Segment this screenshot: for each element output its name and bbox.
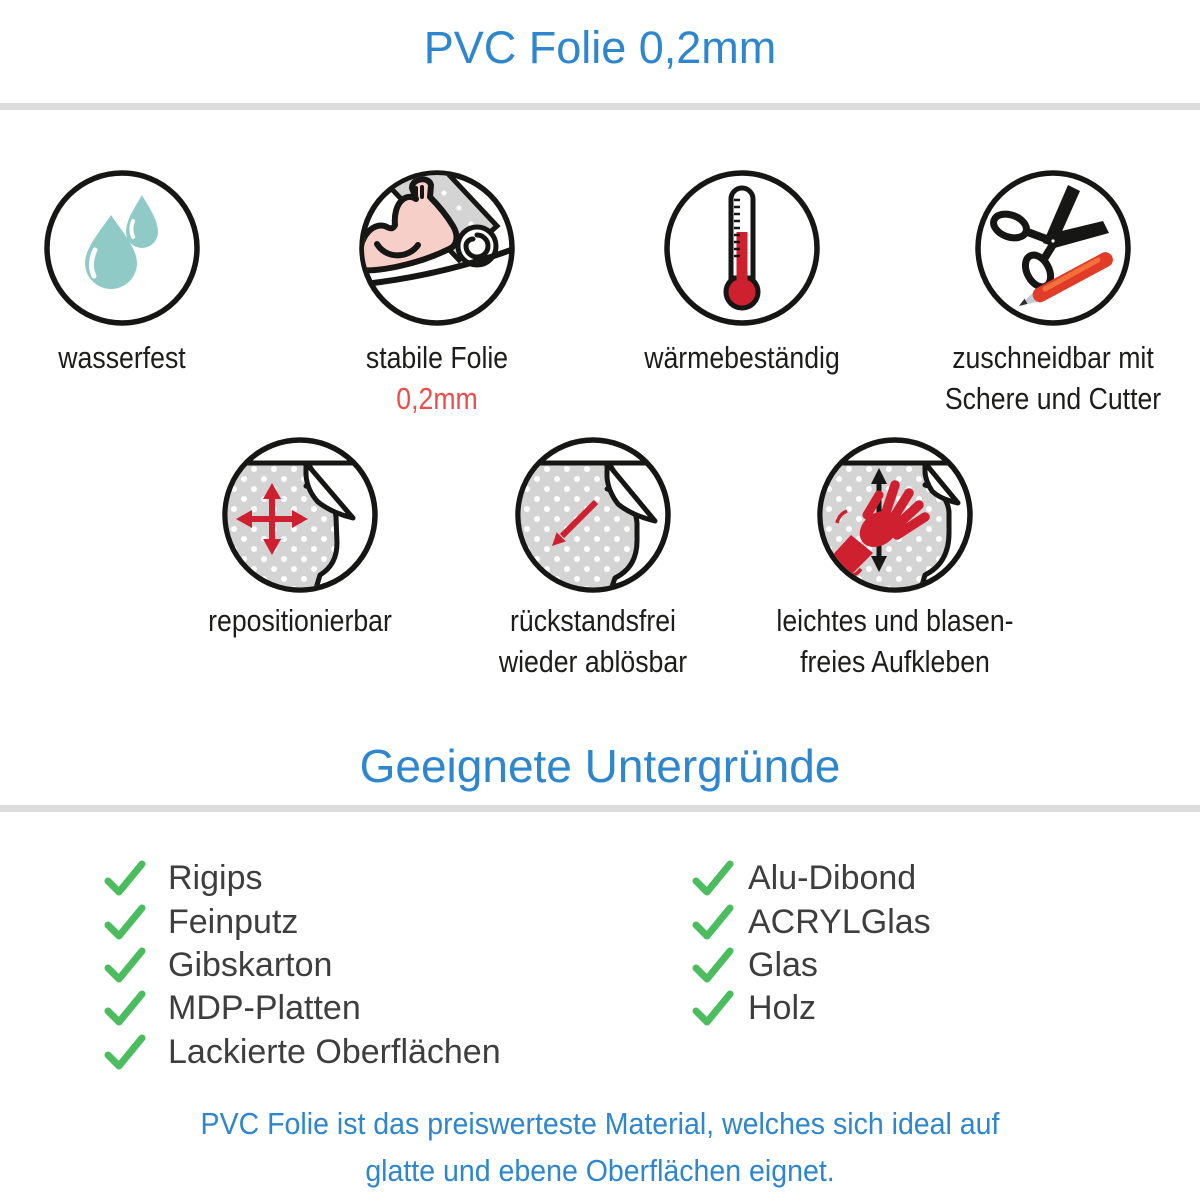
footer-note-line: PVC Folie ist das preiswerteste Material, welches sich ideal auf bbox=[200, 1106, 1000, 1141]
page-title: PVC Folie 0,2mm bbox=[423, 22, 777, 73]
check-icon bbox=[104, 1034, 146, 1070]
muscle-arm-film-roll-icon bbox=[356, 167, 518, 329]
check-icon bbox=[104, 947, 146, 983]
check-icon bbox=[104, 990, 146, 1026]
surface-item-label: Glas bbox=[748, 945, 818, 984]
surface-item-mdp-platten bbox=[104, 988, 361, 1028]
surface-item-label: Holz bbox=[748, 988, 817, 1027]
residue-free-removal-icon bbox=[512, 434, 674, 596]
surface-item-label: MDP-Platten bbox=[168, 988, 361, 1027]
feature-bubble-free bbox=[735, 434, 1055, 682]
scissors-and-cutter-icon bbox=[972, 167, 1134, 329]
surface-item-feinputz bbox=[104, 902, 298, 942]
surface-item-label: Rigips bbox=[168, 858, 263, 897]
feature-label: leichtes und blasen- freies Aufkleben bbox=[776, 603, 1014, 679]
feature-label: wasserfest bbox=[58, 340, 186, 375]
check-icon bbox=[692, 990, 734, 1026]
surfaces-heading: Geeignete Untergründe bbox=[359, 740, 841, 792]
feature-label: zuschneidbar mit Schere und Cutter bbox=[944, 340, 1162, 416]
surface-item-glas bbox=[692, 945, 818, 985]
surface-item-rigips bbox=[104, 858, 262, 898]
divider-top bbox=[0, 103, 1200, 110]
feature-heat-resistant bbox=[582, 167, 902, 378]
surface-item-acrylglas bbox=[692, 902, 931, 942]
bubble-free-application-icon bbox=[814, 434, 976, 596]
footer-note bbox=[0, 1100, 1200, 1194]
footer-note-line: glatte und ebene Oberflächen eignet. bbox=[365, 1153, 835, 1188]
feature-stable-film bbox=[277, 167, 597, 419]
surface-item-gibskarton bbox=[104, 945, 332, 985]
feature-label: rückstandsfrei wieder ablösbar bbox=[498, 603, 688, 679]
check-icon bbox=[692, 947, 734, 983]
feature-label: repositionierbar bbox=[208, 603, 392, 638]
feature-label: wärmebeständig bbox=[644, 340, 840, 375]
surface-item-label: Alu-Dibond bbox=[748, 858, 917, 897]
feature-residue-free bbox=[433, 434, 753, 682]
feature-cuttable bbox=[893, 167, 1200, 419]
check-icon bbox=[104, 860, 146, 896]
feature-label: stabile Folie 0,2mm bbox=[299, 337, 574, 419]
surface-item-lackierte-oberflaechen bbox=[104, 1032, 501, 1072]
surface-item-holz bbox=[692, 988, 816, 1028]
film-thickness-value: 0,2mm bbox=[396, 381, 478, 416]
divider-surfaces bbox=[0, 805, 1200, 812]
feature-repositionable bbox=[140, 434, 460, 641]
water-drops-icon bbox=[41, 167, 203, 329]
check-icon bbox=[692, 860, 734, 896]
surface-item-label: Gibskarton bbox=[168, 945, 333, 984]
surface-item-label: ACRYLGlas bbox=[748, 902, 931, 941]
check-icon bbox=[104, 904, 146, 940]
check-icon bbox=[692, 904, 734, 940]
surface-item-label: Feinputz bbox=[168, 902, 299, 941]
surface-item-label: Lackierte Oberflächen bbox=[168, 1032, 501, 1071]
surface-item-alu-dibond bbox=[692, 858, 916, 898]
feature-waterproof bbox=[0, 167, 282, 378]
repositionable-film-icon bbox=[219, 434, 381, 596]
thermometer-icon bbox=[661, 167, 823, 329]
